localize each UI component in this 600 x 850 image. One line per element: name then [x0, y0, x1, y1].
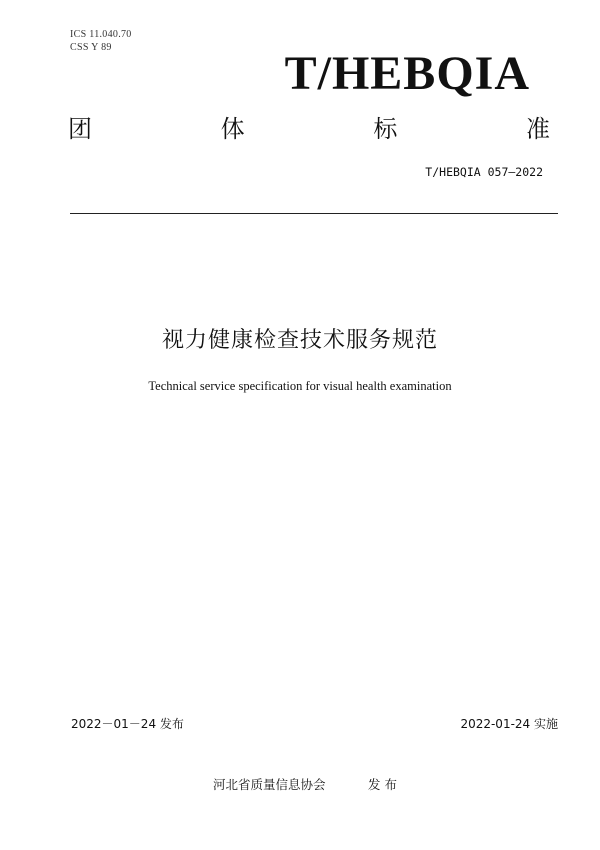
standard-type-char: 团 [68, 115, 92, 143]
publish-label: 发 布 [368, 777, 397, 792]
standard-number: T/HEBQIA 057—2022 [425, 165, 543, 179]
header-divider [70, 213, 558, 214]
classification-code: CSS Y 89 [70, 42, 112, 53]
standard-type-char: 体 [220, 115, 245, 143]
effective-date: 2022-01-24 实施 [460, 717, 558, 731]
publisher-name: 河北省质量信息协会 [213, 777, 326, 792]
standard-type-char: 标 [373, 115, 398, 143]
publish-date: 2022－01－24 发布 [71, 717, 184, 731]
document-title-english: Technical service specification for visual health examination [148, 379, 452, 393]
organization-mark: T/HEBQIA [284, 47, 530, 100]
document-title-chinese: 视力健康检查技术服务规范 [161, 328, 438, 353]
standard-type-char: 准 [525, 115, 550, 143]
standard-type-label [68, 114, 550, 144]
ics-code: ICS 11.040.70 [70, 29, 132, 40]
